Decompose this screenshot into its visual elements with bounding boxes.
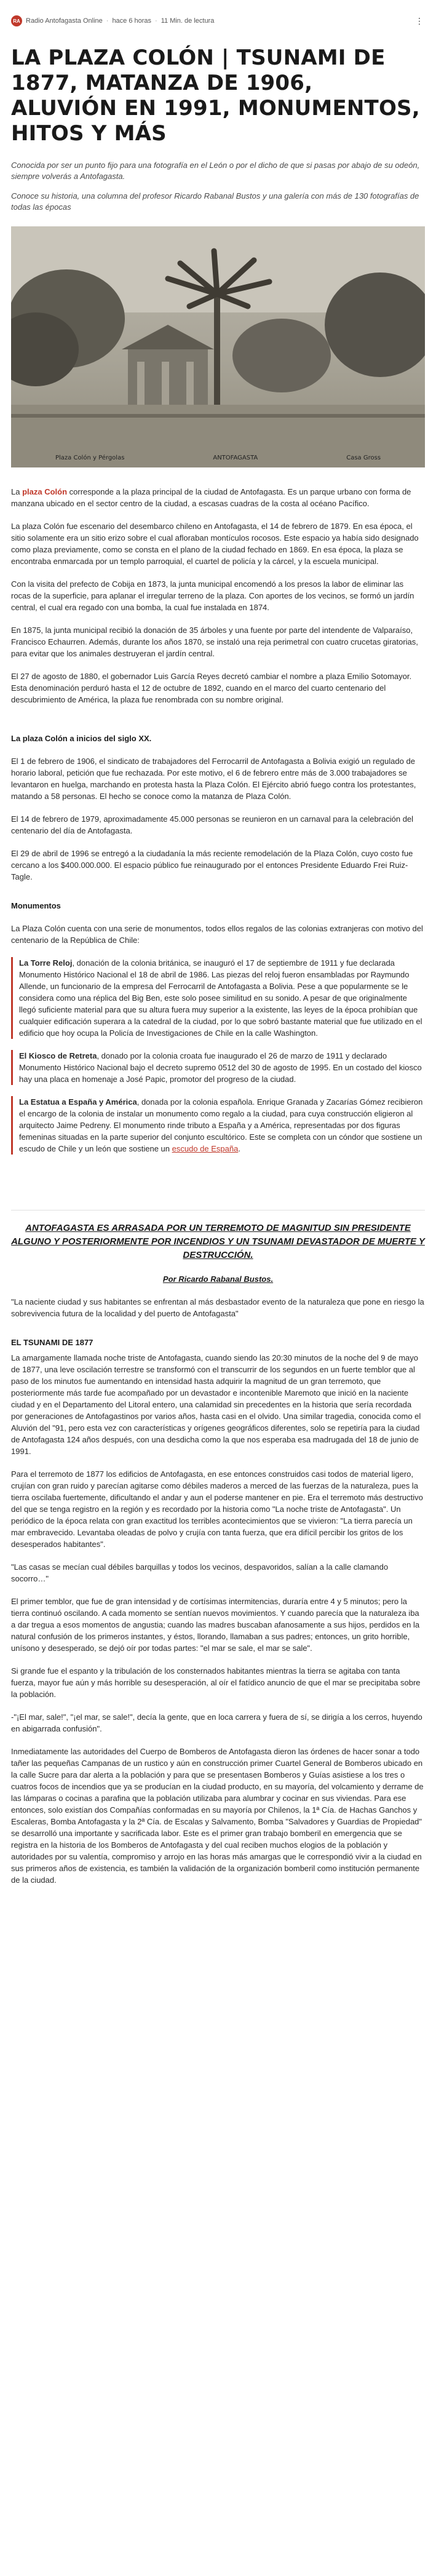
monument-item (11, 957, 425, 1039)
post-time: hace 6 horas (112, 17, 152, 25)
caption-middle: ANTOFAGASTA (213, 455, 258, 461)
caption-right: Casa Gross (346, 455, 381, 461)
paragraph: Si grande fue el espanto y la tribulación de los consternados habitantes mientras la tierra se agitaba con tanta fuerza, mayor fue aún y más horrible su desesperación, al oír el fatídico anuncio de que el mar se precipitaba sobre la población. (11, 1666, 421, 1699)
paragraph: La amargamente llamada noche triste de Antofagasta, cuando siendo las 20:30 minutos de la noche del 9 de mayo de 1877, una leve oscilación terrestre se transformó con el transcurrir de los segundos en un fuerte temblor que al paso de los minutos fue aumentando en intensidad hasta adquirir la magnitud de un gran terremoto, que posteriormente más tarde fue acompañado por un devastador e incontenible Maremoto que inició en la naciente ciudad y en el Departamento del Litoral entero, una calamidad sin precedentes en la historia que sería recordada por generaciones de Antofagastinos por varios años, hasta casi en el olvido. Una similar tragedia, conocida como el Aluvión del "91, pero esta vez con características y orígenes geográficos diferentes, solo se repetiría para la ciudad de Antofagasta 124 años después, con una desdicha como la que nos esperaba esa madrugada del 18 de junio de 1991. (11, 1353, 421, 1456)
paragraph: La plaza Colón fue escenario del desembarco chileno en Antofagasta, el 14 de febrero de 1879. En esa época, el sitio solamente era un sitio erizo sobre el cual afloraban montículos rocosos. Este espacio ya había sido designado como plaza previamente, como se consta en el plano de la ciudad fechado en 1869. En esa época, la plaza se encontraba enmarcada por un templo parroquial, el cuartel de policía y la cárcel, y la escuela municipal. (11, 522, 419, 566)
article-body (11, 486, 425, 1886)
paragraph: Inmediatamente las autoridades del Cuerpo de Bomberos de Antofagasta dieron las órdenes de hacer sonar a todo tañer las pequeñas Campanas de un rustico y aún en construcción primer Cuartel General de Bomberos ubicado en la calle Sucre para dar alerta a la población y para que se presentasen Bomberos y Guías asistiese a los tres o cuatros focos de incendios que ya se producían en la ciudad producto, en su mayoría, del volcamiento y derrame de las lámparas o cocinas a parafina que la población utilizaba para alumbrar y cocinar en sus viviendas. Para ese entonces, solo existían dos Compañías conformadas en su mayoría por Chilenos, la 1ª Cía. de Hachas Ganchos y Escaleras, Bomba Antofagasta y la 2ª Cía. de Escalas y Salvamento, Bomba "Salvadores y Guardias de Propiedad" se desarrolló una importante y sacrificada labor. Este es el primer gran trabajo bomberil en emergencia que se registra en la historia de los Bomberos de Antofagasta y del cual reciben muchos elogios de la población y autoridades por su valentía, compromiso y arrojo en las horas más amargas que le correspondió vivir a la ciudad en sus primeros años de existencia, es también la validación de la organización bomberil como institución permanente de la ciudad. (11, 1747, 424, 1885)
paragraph-text: La (11, 487, 23, 496)
paragraph: La Plaza Colón cuenta con una serie de monumentos, todos ellos regalos de las colonias extranjeras con motivo del centenario de la República de Chile: (11, 924, 423, 945)
article-meta (11, 0, 425, 28)
monument-text (19, 1050, 425, 1085)
article-lead: Conocida por ser un punto fijo para una fotografía en el León o por el dicho de que si pasas por abajo de su odeón, siempre volverás a Antofagasta. (11, 161, 420, 181)
highlight-plaza-colon: plaza Colón (22, 487, 68, 496)
monument-description: , donada por la colonia española. Enrique Granada y Zacarías Gómez recibieron el encargo de la colonia de instalar un monumento como regalo a la ciudad, para cuya construcción eligieron al arquitecto Jaime Pedreny. El monumento rinde tributo a España y a América, representadas por dos figuras femeninas situadas en la parte superior del conjunto escultórico. Este se completa con un cóndor que sostiene un escudo de Chile y un león que sostiene un (19, 1097, 423, 1153)
monument-name: La Torre Reloj (19, 958, 73, 968)
paragraph: Con la visita del prefecto de Cobija en 1873, la junta municipal encomendó a los presos la labor de eliminar las rocas de la superficie, para aplanar el irregular terreno de la plaza. Con aportes de los vecinos, se formó un jardín central, el cual era regado con una bomba, la cual fue instalada en 1874. (11, 579, 414, 612)
article-lead-secondary: Conoce su historia, una columna del profesor Ricardo Rabanal Bustos y una galería con más de 130 fotografías de todas las épocas (11, 191, 419, 212)
photo-caption (11, 455, 425, 461)
monument-name: La Estatua a España y América (19, 1097, 137, 1107)
source-name[interactable]: Radio Antofagasta Online (26, 17, 103, 25)
list-marker (11, 957, 13, 1039)
monument-name: El Kiosco de Retreta (19, 1051, 97, 1060)
photo-illustration (11, 226, 425, 467)
monument-text (19, 957, 425, 1039)
paragraph-text: corresponde a la plaza principal de la ciudad de Antofagasta. Es un parque urbano con forma de manzana ubicado en el sector centro de la ciudad, a escasas cuadras de la costa al océano Pacífico. (11, 487, 411, 508)
historic-photo-plaza-colon[interactable] (11, 226, 425, 467)
paragraph: El primer temblor, que fue de gran intensidad y de cortísimas intermitencias, duraría entre 4 y 5 minutos; pero la tierra continuó oscilando. A cada momento se sentían nuevos movimientos. Y cuando parecía que la naturaleza iba a dar tregua a esos momentos de angustia; cuando las madres buscaban afanosamente a sus hijos, perdidos en la natural confusión de los primeros instantes, y éstos, llorando, llamaban a sus padres; entonces, un grito horrible, unísono y desesperado, se dejó oír por todas partes: "el mar se sale, el mar se sale". (11, 1597, 420, 1653)
monument-item (11, 1050, 425, 1085)
paragraph: El 27 de agosto de 1880, el gobernador Luis García Reyes decretó cambiar el nombre a plaza Emilio Sotomayor. Esta denominación perduró hasta el 12 de octubre de 1892, cuando en el marco del cuarto centenario del descubrimiento de América, la plaza fue renombrada con su nombre original. (11, 672, 412, 704)
monuments-heading: Monumentos (11, 901, 61, 910)
list-marker (11, 1096, 13, 1155)
escudo-espana-link[interactable]: escudo de España (172, 1144, 239, 1153)
paragraph: El 14 de febrero de 1979, aproximadamente 45.000 personas se reunieron en un carnaval para la celebración del centenario del día de Antofagasta. (11, 814, 414, 835)
caption-left: Plaza Colón y Pérgolas (55, 455, 125, 461)
byline: Por Ricardo Rabanal Bustos. (162, 1274, 274, 1284)
monument-description: , donado por la colonia croata fue inaugurado el 26 de marzo de 1911 y declarado Monumento Histórico Nacional bajo el decreto supremo 0512 del 30 de agosto de 1995. En un costado del kiosco hay una placa en homenaje a José Papic, promotor del progreso de la ciudad. (19, 1051, 422, 1084)
paragraph: Para el terremoto de 1877 los edificios de Antofagasta, en ese entonces construidos casi todos de material ligero, crujían con gran ruido y parecían agitarse como débiles maderos a merced de las fuerzas de la naturaleza, pues la tierra oscilaba fuertemente, dificultando el andar y aun el poderse mantener en pie. Era el terremoto más destructivo del que se tenga registro en la región y es recordado por la historia como "La noche triste de Antofagasta". Un periódico de la época relata con gran exactitud los terribles acontecimientos que se vivieron: "La tierra parecía un mar embravecido. Levantaba oleadas de polvo y crujía con tanta fuerza, que era difícil percibir los gritos de los desesperados habitantes". (11, 1469, 423, 1549)
list-marker (11, 1050, 13, 1085)
tsunami-heading: EL TSUNAMI DE 1877 (11, 1338, 93, 1347)
quote: "La naciente ciudad y sus habitantes se enfrentan al más desbastador evento de la naturaleza que pone en riesgo la sobrevivencia futura de la localidad y del puerto de Antofagasta" (11, 1297, 424, 1318)
paragraph: "Las casas se mecían cual débiles barquillas y todos los vecinos, despavoridos, salían a la calle clamando socorro…" (11, 1562, 389, 1583)
separator-dot: · (155, 17, 157, 25)
paragraph: El 1 de febrero de 1906, el sindicato de trabajadores del Ferrocarril de Antofagasta a Bolivia exigió un regulado de horario laboral, petición que fue rechazada. Por este motivo, el 6 de febrero entre más de 3.000 trabajadores se levantaron en huelga, marchando en protesta hasta la Plaza Colón. El Ejército abrió fuego contra los protestantes, matando a 58 personas. El hecho se conoce como la matanza de Plaza Colón. (11, 757, 416, 801)
paragraph: En 1875, la junta municipal recibió la donación de 35 árboles y una fuente por parte del intendente de Valparaíso, Francisco Echaurren. Además, durante los años 1870, se instaló una reja perimetral con cuatro crucetas giratorias, para evitar que los animales destruyeran el jardín central. (11, 626, 418, 658)
monument-description: , donación de la colonia británica, se inauguró el 17 de septiembre de 1911 y fue declarada Monumento Histórico Nacional el 18 de abril de 1986. Las piezas del reloj fueron ensambladas por Raymundo Allende, un funcionario de la empresa del Ferrocarril de Antofagasta a Bolivia. Pese a que popularmente se le considera como una réplica del Big Ben, este solo posee similitud en su sonido. A pesar de que originalmente llegó suficiente material para que su altura fuera muy superior a la existente, las leyes de la época prohibían que cualquier edificación superara a la catedral de la ciudad, por lo que sobró bastante material que fue utilizado en el edificio que hoy ocupa la Policía de Investigaciones de Chile en la calle Washington. (19, 958, 422, 1038)
read-time: 11 Min. de lectura (161, 17, 215, 25)
monument-item (11, 1096, 425, 1155)
paragraph: -"¡El mar, sale!", "¡el mar, se sale!", decía la gente, que en loca carrera y fuera de sí, se dirigía a los cerros, huyendo en abigarrada confusión". (11, 1712, 422, 1733)
paragraph: El 29 de abril de 1996 se entregó a la ciudadanía la más reciente remodelación de la Plaza Colón, cuyo costo fue cercano a los $400.000.000. El espacio público fue reinaugurado por el entonces Presidente Eduardo Frei Ruiz-Tagle. (11, 849, 413, 881)
separator-dot: · (106, 17, 109, 25)
article-title: LA PLAZA COLÓN | TSUNAMI DE 1877, MATANZA DE 1906, ALUVIÓN EN 1991, MONUMENTOS, HITOS Y MÁS (11, 46, 420, 146)
article-banner: ANTOFAGASTA ES ARRASADA POR UN TERREMOTO DE MAGNITUD SIN PRESIDENTE ALGUNO Y POSTERIORMENTE POR INCENDIOS Y UN TSUNAMI DEVASTADOR DE MUERTE Y DESTRUCCIÓN. (11, 1223, 425, 1260)
section-heading: La plaza Colón a inicios del siglo XX. (11, 734, 152, 743)
monument-text (19, 1096, 425, 1155)
author-avatar[interactable]: RA (11, 15, 22, 26)
more-options-icon[interactable]: ⋮ (415, 15, 424, 26)
paragraph (11, 486, 425, 509)
monument-description: . (238, 1144, 240, 1153)
